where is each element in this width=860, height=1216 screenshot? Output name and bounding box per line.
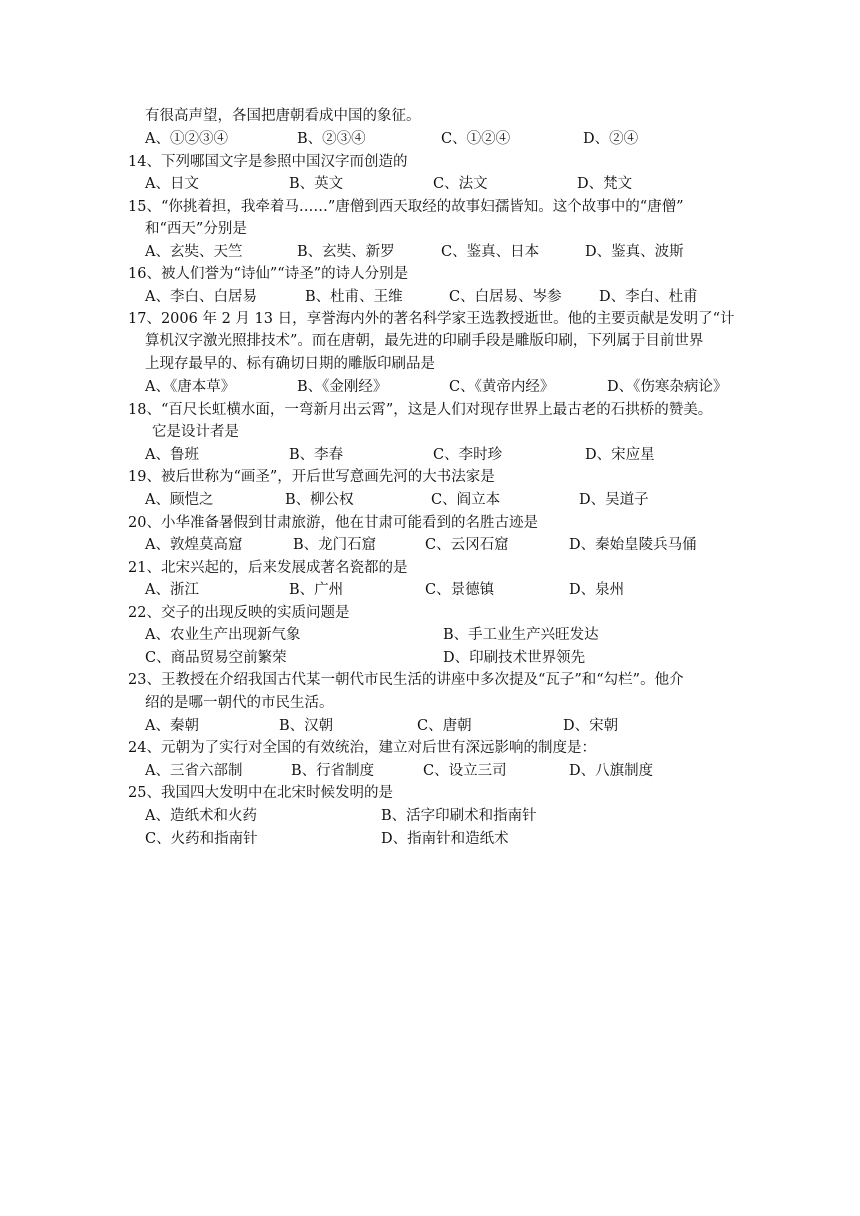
question-21-stem: 21、北宋兴起的，后来发展成著名瓷都的是 — [128, 560, 408, 576]
question-17-stem-cont: 算机汉字激光照排技术”。而在唐朝，最先进的印刷手段是雕版印刷，下列属于目前世界 — [145, 333, 704, 349]
question-25-stem: 25、我国四大发明中在北宋时候发明的是 — [128, 785, 393, 801]
option-d: D、梵文 — [577, 176, 633, 192]
question-17-stem: 17、2006 年 2 月 13 日，享誉海内外的著名科学家王选教授逝世。他的主要贡献是发明了“计 — [128, 311, 735, 327]
option-d: D、李白、杜甫 — [599, 289, 698, 305]
option-c: C、鉴真、日本 — [441, 244, 540, 260]
option-b: B、龙门石窟 — [293, 537, 377, 553]
option-a: A、鲁班 — [145, 447, 199, 463]
option-c: C、法文 — [433, 176, 488, 192]
question-20-stem: 20、小华准备暑假到甘肃旅游，他在甘肃可能看到的名胜古迹是 — [128, 515, 538, 531]
option-c: C、①②④ — [441, 131, 511, 147]
option-c: C、景德镇 — [425, 582, 495, 598]
option-b: B、广州 — [289, 582, 344, 598]
option-c: C、商品贸易空前繁荣 — [145, 650, 287, 666]
option-b: B、玄奘、新罗 — [297, 244, 395, 260]
option-c: C、唐朝 — [417, 718, 472, 734]
question-17-stem-cont2: 上现存最早的、标有确切日期的雕版印刷品是 — [145, 356, 435, 372]
option-a: A、造纸术和火药 — [145, 808, 257, 824]
question-18-stem: 18、“百尺长虹横水面，一弯新月出云霄”，这是人们对现存世界上最古老的石拱桥的赞美。 — [128, 402, 713, 418]
question-23-stem-cont: 绍的是哪一朝代的市民生活。 — [145, 695, 334, 711]
option-b: B、柳公权 — [285, 492, 354, 508]
option-b: B、手工业生产兴旺发达 — [443, 627, 599, 643]
option-a: A、敦煌莫高窟 — [145, 537, 243, 553]
question-24-stem: 24、元朝为了实行对全国的有效统治，建立对后世有深远影响的制度是： — [128, 740, 596, 756]
option-a: A、日文 — [145, 176, 199, 192]
option-a: A、三省六部制 — [145, 763, 243, 779]
option-a: A、秦朝 — [145, 718, 199, 734]
option-a: A、浙江 — [145, 582, 199, 598]
option-b: B、活字印刷术和指南针 — [381, 808, 537, 824]
option-c: C、火药和指南针 — [145, 831, 258, 847]
option-a: A、《唐本草》 — [145, 379, 236, 395]
option-d: D、印刷技术世界领先 — [443, 650, 586, 666]
option-b: B、李春 — [289, 447, 344, 463]
option-c: C、阎立本 — [431, 492, 501, 508]
question-15-stem-cont: 和“西天”分别是 — [145, 221, 247, 237]
question-15-stem: 15、“你挑着担，我牵着马……”唐僧到西天取经的故事妇孺皆知。这个故事中的“唐僧” — [128, 199, 684, 215]
option-d: D、宋朝 — [563, 718, 619, 734]
option-b: B、杜甫、王维 — [305, 289, 403, 305]
option-a: A、农业生产出现新气象 — [145, 627, 301, 643]
question-22-stem: 22、交子的出现反映的实质问题是 — [128, 605, 350, 621]
option-a: A、顾恺之 — [145, 492, 214, 508]
option-d: D、鉴真、波斯 — [585, 244, 684, 260]
option-b: B、汉朝 — [279, 718, 334, 734]
option-b: B、行省制度 — [291, 763, 375, 779]
option-d: D、八旗制度 — [569, 763, 654, 779]
option-d: D、②④ — [583, 131, 639, 147]
question-14-stem: 14、下列哪国文字是参照中国汉字而创造的 — [128, 154, 408, 170]
question-continuation: 有很高声望，各国把唐朝看成中国的象征。 — [145, 108, 421, 124]
question-23-stem: 23、王教授在介绍我国古代某一朝代市民生活的讲座中多次提及“瓦子”和“勾栏”。他介 — [128, 672, 684, 688]
option-c: C、白居易、岑参 — [449, 289, 562, 305]
option-a: A、玄奘、天竺 — [145, 244, 243, 260]
option-a: A、李白、白居易 — [145, 289, 257, 305]
question-16-stem: 16、被人们誉为“诗仙”“诗圣”的诗人分别是 — [128, 266, 409, 282]
option-d: D、《伤寒杂病论》 — [607, 379, 728, 395]
question-19-stem: 19、被后世称为“画圣”，开后世写意画先河的大书法家是 — [128, 469, 495, 485]
option-d: D、宋应星 — [585, 447, 655, 463]
option-d: D、吴道子 — [579, 492, 649, 508]
option-b: B、《金刚经》 — [297, 379, 388, 395]
option-d: D、指南针和造纸术 — [381, 831, 509, 847]
option-b: B、②③④ — [297, 131, 366, 147]
option-d: D、泉州 — [569, 582, 625, 598]
option-a: A、①②③④ — [145, 131, 228, 147]
option-c: C、李时珍 — [433, 447, 503, 463]
option-d: D、秦始皇陵兵马俑 — [569, 537, 697, 553]
option-b: B、英文 — [289, 176, 344, 192]
question-18-stem-cont: 它是设计者是 — [152, 424, 239, 440]
option-c: C、《黄帝内经》 — [449, 379, 555, 395]
option-c: C、云冈石窟 — [425, 537, 509, 553]
option-c: C、设立三司 — [423, 763, 507, 779]
